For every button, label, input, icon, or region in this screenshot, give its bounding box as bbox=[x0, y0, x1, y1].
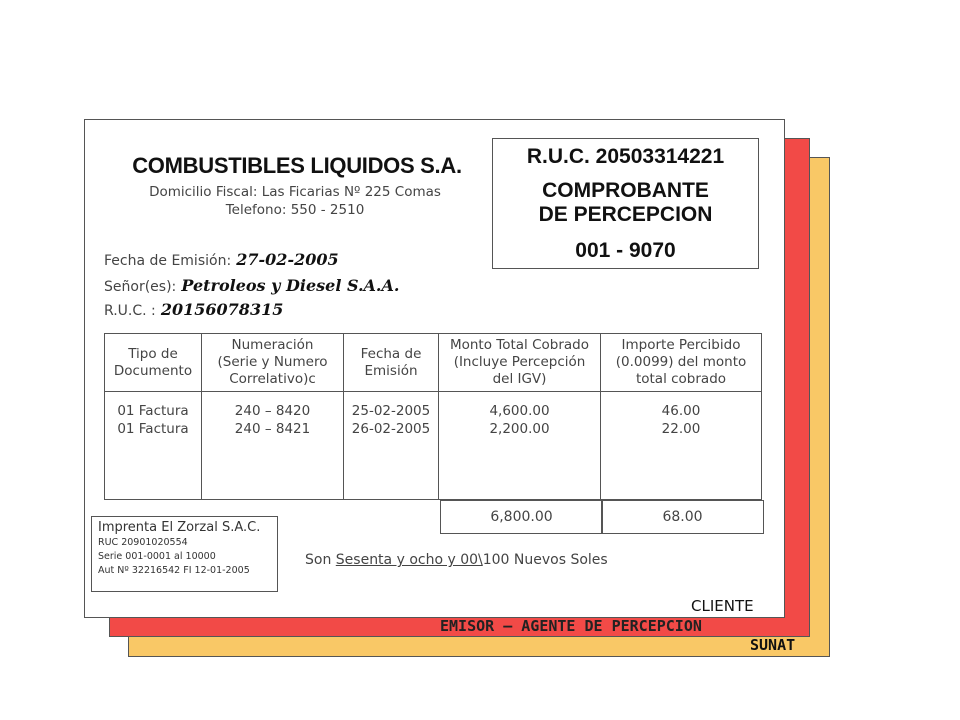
document-title-line2: DE PERCEPCION bbox=[538, 203, 713, 226]
table-cell: 4,600.00 bbox=[489, 403, 550, 419]
table-header-row bbox=[105, 334, 762, 392]
ruc-box bbox=[492, 138, 759, 269]
col-date bbox=[344, 392, 439, 500]
document-number: 001 - 9070 bbox=[575, 239, 676, 262]
col-perceived bbox=[601, 392, 762, 500]
copy-label-sunat: SUNAT bbox=[750, 636, 796, 654]
client-value: Petroleos y Diesel S.A.A. bbox=[181, 276, 400, 295]
company-address: Domicilio Fiscal: Las Ficarias Nº 225 Comas bbox=[149, 184, 441, 200]
table-cell: 240 – 8420 bbox=[234, 403, 311, 419]
date-value: 27-02-2005 bbox=[236, 250, 339, 269]
table-cell: 26-02-2005 bbox=[351, 421, 431, 437]
document-title bbox=[493, 179, 758, 227]
table-cell: 01 Factura bbox=[117, 421, 189, 437]
client-ruc-label: R.U.C. : bbox=[104, 303, 156, 319]
client-ruc-field bbox=[104, 300, 283, 319]
header-perceived: Importe Percibido (0.0099) del monto total cobrado bbox=[601, 334, 762, 392]
copy-label-cliente: CLIENTE bbox=[691, 597, 754, 615]
printer-name: Imprenta El Zorzal S.A.C. bbox=[98, 520, 261, 535]
table-cell: 46.00 bbox=[661, 403, 701, 419]
col-number bbox=[202, 392, 344, 500]
table-cell: 22.00 bbox=[661, 421, 701, 437]
issuer-ruc: R.U.C. 20503314221 bbox=[526, 145, 725, 168]
client-label: Señor(es): bbox=[104, 279, 177, 295]
table-cell: 01 Factura bbox=[117, 403, 189, 419]
amount-in-words: Son Sesenta y ocho y 00\100 Nuevos Soles bbox=[305, 552, 608, 568]
table-body-row bbox=[105, 392, 762, 500]
date-label: Fecha de Emisión: bbox=[104, 253, 232, 269]
col-amount bbox=[439, 392, 601, 500]
table-cell: 2,200.00 bbox=[489, 421, 550, 437]
client-ruc-value: 20156078315 bbox=[160, 300, 284, 319]
table-cell: 25-02-2005 bbox=[351, 403, 431, 419]
perception-table bbox=[104, 333, 762, 500]
company-phone: Telefono: 550 - 2510 bbox=[225, 202, 365, 218]
printer-serie: Serie 001-0001 al 10000 bbox=[98, 551, 216, 562]
company-name: COMBUSTIBLES LIQUIDOS S.A. bbox=[132, 153, 462, 178]
document-title-line1: COMPROBANTE bbox=[542, 179, 709, 202]
header-number: Numeración (Serie y Numero Correlativo)c bbox=[202, 334, 344, 392]
header-doc-type: Tipo de Documento bbox=[105, 334, 202, 392]
printer-ruc: RUC 20901020554 bbox=[98, 537, 188, 548]
table-cell: 240 – 8421 bbox=[234, 421, 311, 437]
receipt-sheet bbox=[84, 119, 785, 618]
header-date: Fecha de Emisión bbox=[344, 334, 439, 392]
col-doc-type bbox=[105, 392, 202, 500]
printer-authorization: Aut Nº 32216542 FI 12-01-2005 bbox=[98, 565, 250, 576]
printer-box bbox=[91, 516, 278, 592]
total-perceived: 68.00 bbox=[601, 500, 764, 534]
total-amount: 6,800.00 bbox=[440, 500, 603, 534]
company-address-block bbox=[125, 183, 465, 219]
date-field bbox=[104, 250, 339, 269]
copy-label-emisor: EMISOR – AGENTE DE PERCEPCION bbox=[440, 617, 702, 635]
client-field bbox=[104, 276, 399, 295]
header-amount: Monto Total Cobrado (Incluye Percepción del IGV) bbox=[439, 334, 601, 392]
